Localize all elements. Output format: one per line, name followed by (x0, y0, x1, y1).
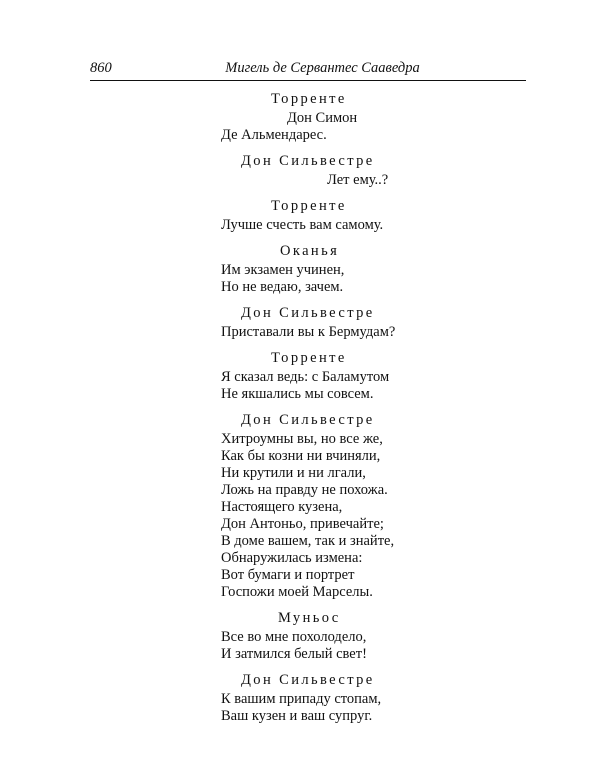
verse-line: В доме вашем, так и знайте, (221, 533, 395, 549)
verse-line: Не якшались мы совсем. (221, 386, 374, 402)
verse-line: И затмился белый свет! (221, 646, 367, 662)
running-title: Мигель де Сервантес Сааведра (225, 60, 420, 76)
verse-line: Хитроумны вы, но все же, (221, 431, 383, 447)
speaker-name: Оканья (280, 243, 340, 259)
dialogue-block (221, 409, 541, 601)
verse-line: Я сказал ведь: с Баламутом (221, 369, 390, 385)
verse-line: Им экзамен учинен, (221, 262, 345, 278)
verse-line: Ложь на правду не похожа. (221, 482, 388, 498)
speaker-name: Торренте (271, 198, 347, 214)
dialogue-block (221, 150, 541, 189)
verse-line: Госпожи моей Марселы. (221, 584, 373, 600)
verse-line: Приставали вы к Бермудам? (221, 324, 396, 340)
verse-line: Как бы козни ни вчиняли, (221, 448, 381, 464)
verse-line: Настоящего кузена, (221, 499, 343, 515)
speaker-name: Дон Сильвестре (241, 153, 375, 169)
dialogue-block (221, 607, 541, 663)
verse-line: Все во мне похолодело, (221, 629, 367, 645)
speaker-name: Муньос (278, 610, 341, 626)
verse-line: Де Альмендарес. (221, 127, 327, 143)
verse-line: Дон Симон (287, 110, 358, 126)
dialogue-block (221, 195, 541, 234)
speaker-name: Дон Сильвестре (241, 672, 375, 688)
verse-line: Но не ведаю, зачем. (221, 279, 344, 295)
verse-line: Лучше счесть вам самому. (221, 217, 384, 233)
verse-line: Ваш кузен и ваш супруг. (221, 708, 373, 724)
dialogue-block (221, 240, 541, 296)
dialogue-block (221, 347, 541, 403)
verse-line: Ни крутили и ни лгали, (221, 465, 366, 481)
header-rule (90, 80, 526, 81)
speaker-name: Торренте (271, 91, 347, 107)
verse-line: К вашим припаду стопам, (221, 691, 382, 707)
running-head (90, 60, 525, 82)
verse-line: Вот бумаги и портрет (221, 567, 355, 583)
verse-line: Дон Антоньо, привечайте; (221, 516, 384, 532)
verse-line: Обнаружилась измена: (221, 550, 363, 566)
speaker-name: Дон Сильвестре (241, 412, 375, 428)
speaker-name: Дон Сильвестре (241, 305, 375, 321)
dialogue-block (221, 669, 541, 725)
speaker-name: Торренте (271, 350, 347, 366)
dialogue-block (221, 88, 541, 144)
play-text (221, 88, 541, 725)
verse-line: Лет ему..? (327, 172, 389, 188)
dialogue-block (221, 302, 541, 341)
page-number: 860 (90, 60, 112, 76)
